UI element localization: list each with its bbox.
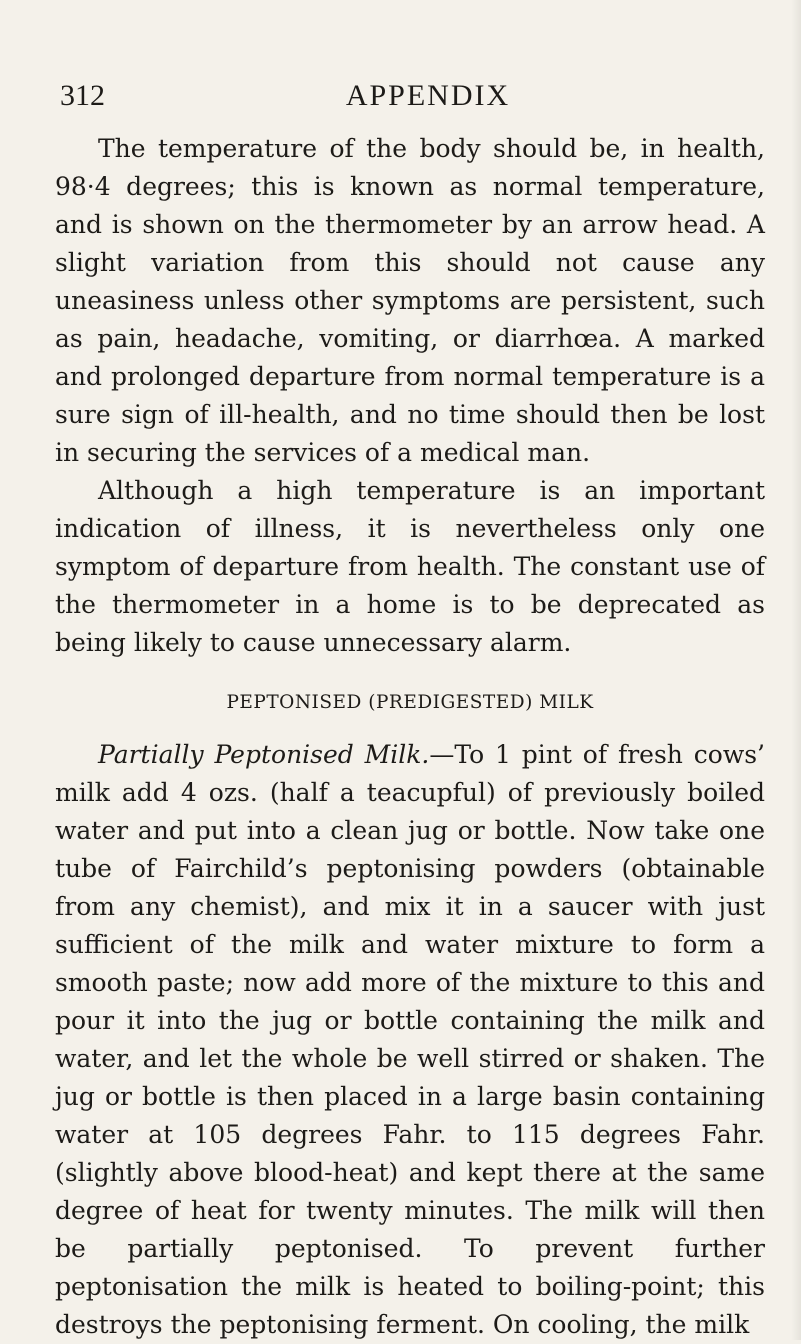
running-head bbox=[60, 76, 760, 116]
body-text bbox=[55, 130, 765, 1344]
page-number: 312 bbox=[60, 79, 105, 112]
paragraph-peptonised-milk-text: —To 1 pint of fresh cows’ milk add 4 ozs. (half a teacupful) of previously boiled water and put into a clean jug or bottle. Now take one tube of Fairchild’s peptonising powders (obtainable from any chemist), and mix it in a saucer with just sufficient of the milk and water mixture to form a smooth paste; now add more of the mixture to this and pour it into the jug or bottle containing the milk and water, and let the whole be well stirred or shaken. The jug or bottle is then placed in a large basin containing water at 105 degrees Fahr. to 115 degrees Fahr. (slightly above blood-heat) and kept there at the same degree of heat for twenty minutes. The milk will then be partially peptonised. To prevent further peptonisation the milk is heated to boiling-point; this destroys the peptonising ferment. On cooling, the milk bbox=[55, 740, 765, 1339]
run-in-title: Partially Peptonised Milk. bbox=[98, 740, 430, 769]
page-edge-shadow bbox=[791, 0, 801, 1340]
paragraph-peptonised-milk bbox=[55, 736, 765, 1344]
paragraph-high-temperature: Although a high temperature is an important indication of illness, it is nevertheless only one symptom of departure from health. The constant use of the thermometer in a home is to be deprecated as being likely to cause unnecessary alarm. bbox=[55, 476, 765, 657]
paragraph-normal-temperature: The temperature of the body should be, in health, 98·4 degrees; this is known as normal temperature, and is shown on the thermometer by an arrow head. A slight variation from this should not cause any uneasiness unless other symptoms are persistent, such as pain, headache, vomiting, or diarrhœa. A marked and prolonged departure from normal temperature is a sure sign of ill-health, and no time should then be lost in securing the services of a medical man. bbox=[55, 134, 765, 467]
section-heading: PEPTONISED (PREDIGESTED) MILK bbox=[226, 692, 594, 713]
running-title: APPENDIX bbox=[345, 79, 511, 112]
